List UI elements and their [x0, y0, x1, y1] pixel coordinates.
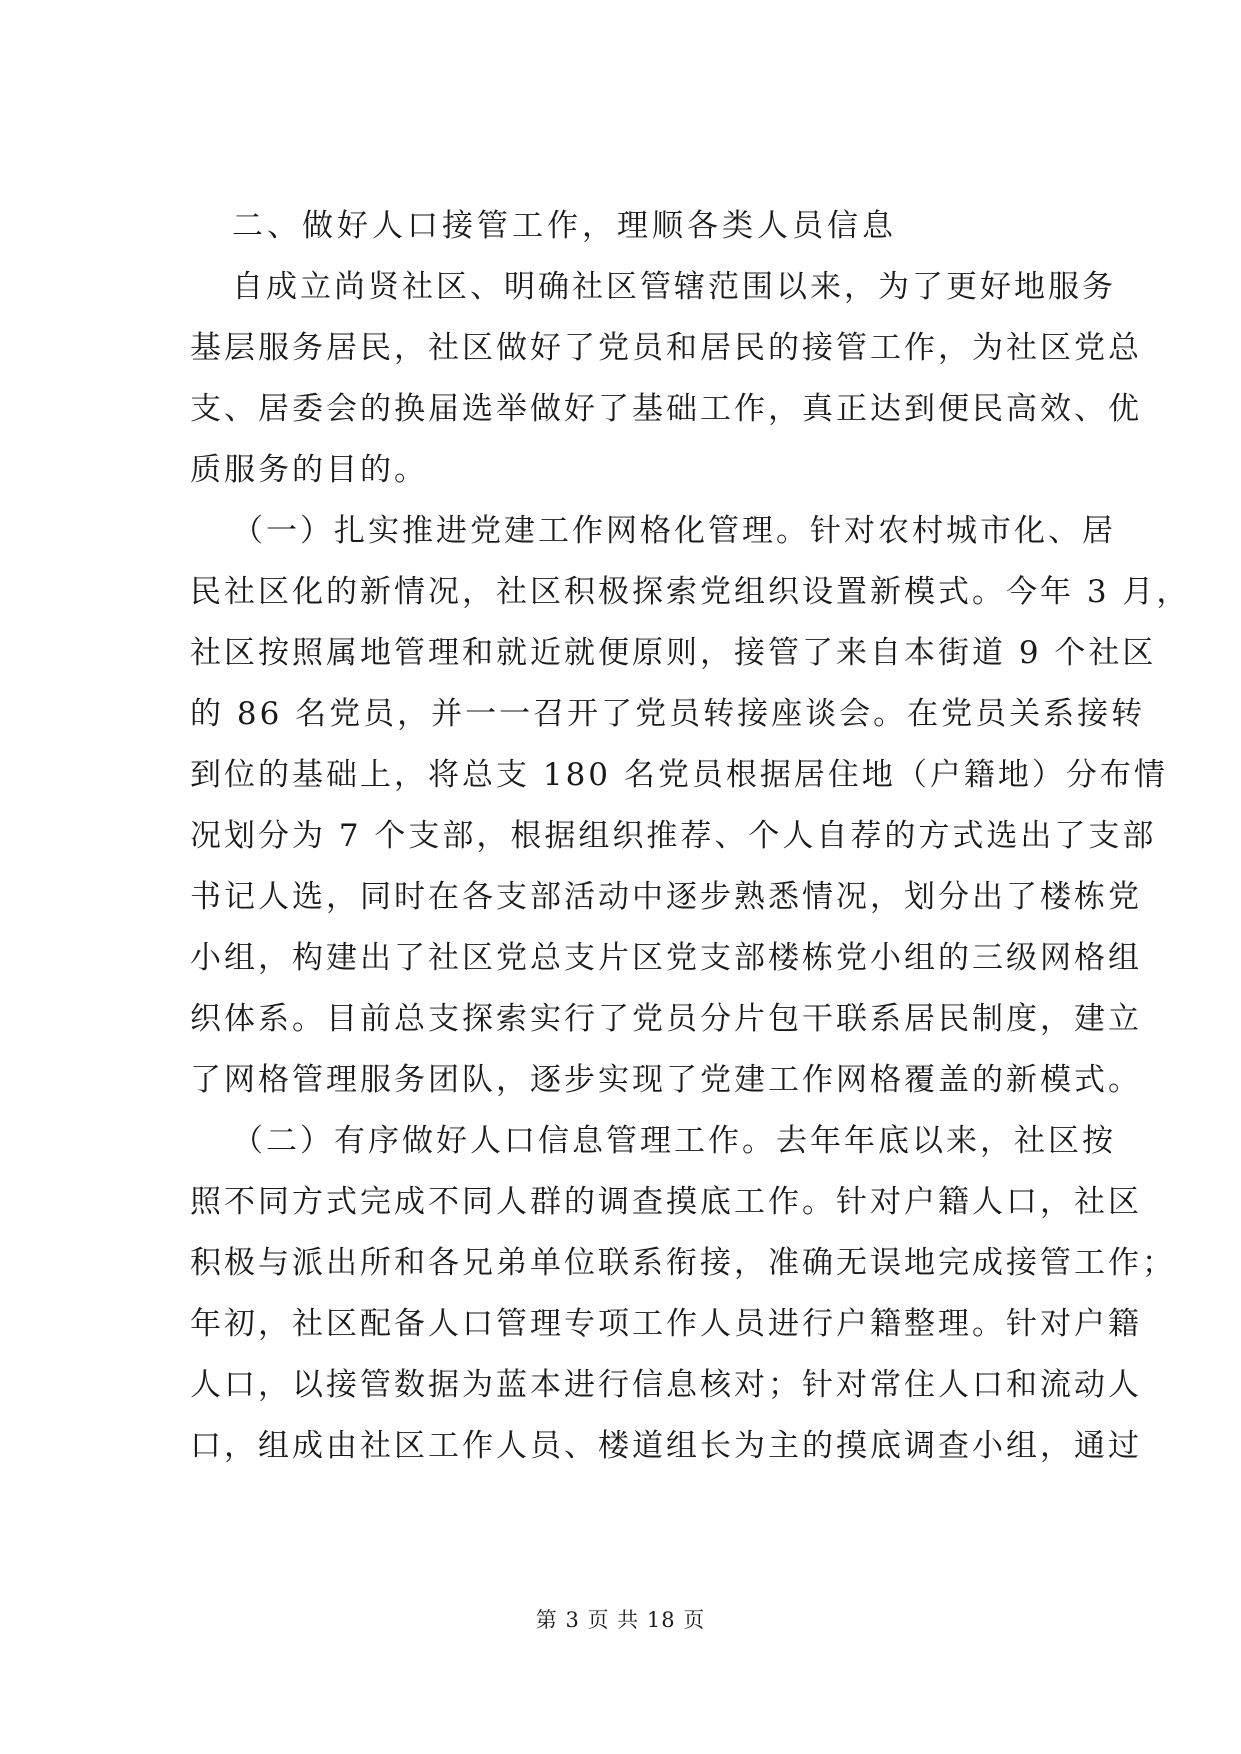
paragraph-2-line-4: 的 86 名党员，并一一召开了党员转接座谈会。在党员关系接转 [190, 696, 1146, 732]
paragraph-2-line-10: 了网格管理服务团队，逐步实现了党建工作网格覆盖的新模式。 [190, 1062, 1142, 1098]
paragraph-3-line-1: （二）有序做好人口信息管理工作。去年年底以来，社区按 [232, 1123, 1116, 1159]
paragraph-2-line-7: 书记人选，同时在各支部活动中逐步熟悉情况，划分出了楼栋党 [190, 879, 1142, 915]
paragraph-2-line-8: 小组，构建出了社区党总支片区党支部楼栋党小组的三级网格组 [190, 940, 1142, 976]
paragraph-2-line-2: 民社区化的新情况，社区积极探索党组织设置新模式。今年 3 月， [190, 574, 1191, 610]
paragraph-2-line-5: 到位的基础上，将总支 180 名党员根据居住地（户籍地）分布情 [190, 757, 1168, 793]
paragraph-2-line-3: 社区按照属地管理和就近就便原则，接管了来自本街道 9 个社区 [190, 635, 1157, 671]
paragraph-1-line-3: 支、居委会的换届选举做好了基础工作，真正达到便民高效、优 [190, 391, 1142, 427]
paragraph-2-line-1: （一）扎实推进党建工作网格化管理。针对农村城市化、居 [232, 513, 1116, 549]
document-body [190, 196, 1191, 1477]
page-footer: 第 3 页 共 18 页 [535, 1608, 706, 1632]
paragraph-3-line-4: 年初，社区配备人口管理专项工作人员进行户籍整理。针对户籍 [190, 1306, 1142, 1342]
paragraph-1-line-2: 基层服务居民，社区做好了党员和居民的接管工作，为社区党总 [190, 330, 1142, 366]
paragraph-1-line-1: 自成立尚贤社区、明确社区管辖范围以来，为了更好地服务 [232, 269, 1116, 305]
paragraph-2-line-9: 织体系。目前总支探索实行了党员分片包干联系居民制度，建立 [190, 1001, 1142, 1037]
paragraph-3-line-2: 照不同方式完成不同人群的调查摸底工作。针对户籍人口，社区 [190, 1184, 1142, 1220]
paragraph-3-line-5: 人口，以接管数据为蓝本进行信息核对；针对常住人口和流动人 [190, 1367, 1142, 1403]
paragraph-1-line-4: 质服务的目的。 [190, 452, 428, 488]
paragraph-3-line-3: 积极与派出所和各兄弟单位联系衔接，准确无误地完成接管工作； [190, 1245, 1176, 1281]
paragraph-2-line-6: 况划分为 7 个支部，根据组织推荐、个人自荐的方式选出了支部 [190, 818, 1157, 854]
section-heading: 二、做好人口接管工作，理顺各类人员信息 [232, 208, 897, 244]
paragraph-3-line-6: 口，组成由社区工作人员、楼道组长为主的摸底调查小组，通过 [190, 1428, 1142, 1464]
